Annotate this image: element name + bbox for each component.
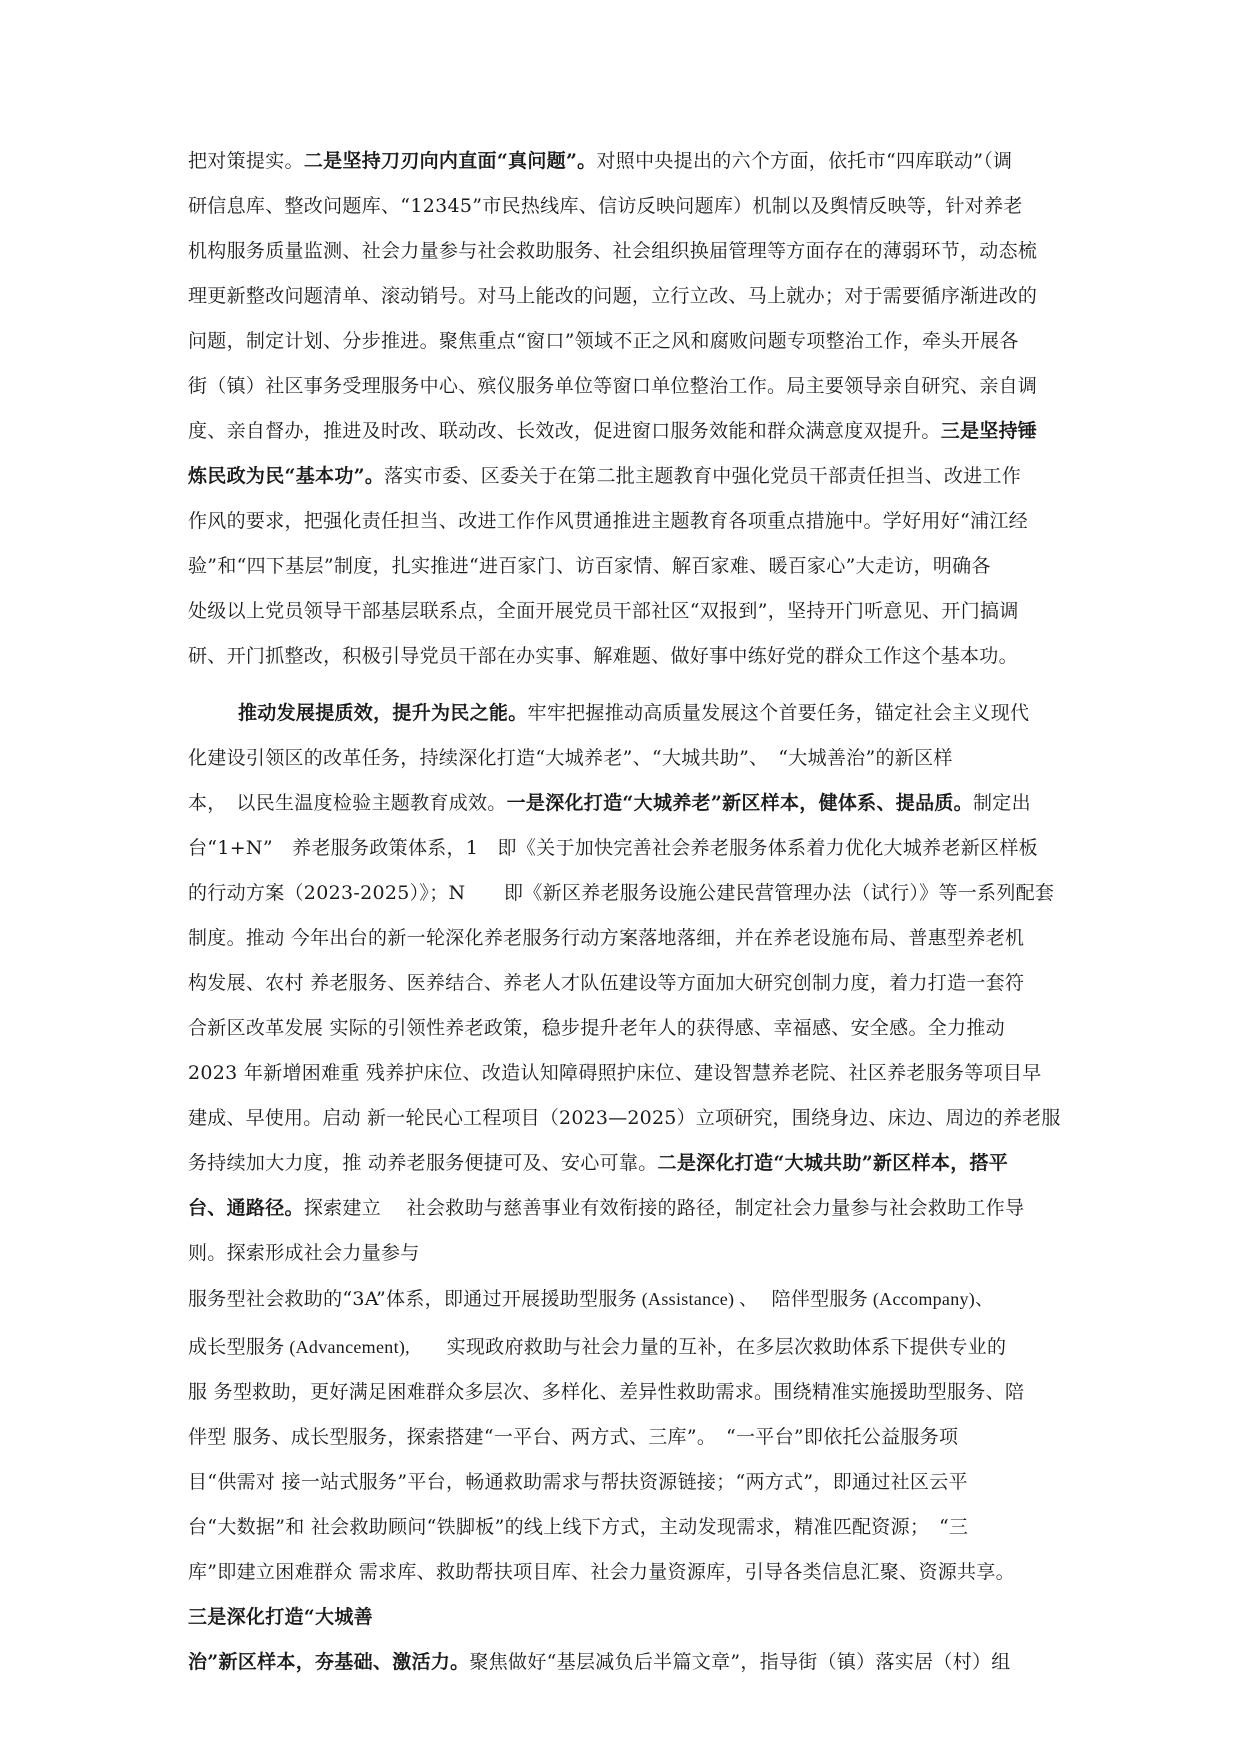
text-run: 落实市委、区委关于在第二批主题教育中强化党员干部责任担当、改进工作 <box>384 465 1022 487</box>
text-line <box>188 1515 968 1539</box>
text-line <box>188 1650 1011 1674</box>
text-run: 建成、早使用。启动 新一轮民心工程项目（2023—2025）立项研究，围绕身边、床边、周边的养老服 <box>188 1107 1061 1129</box>
text-run: 研、开门抓整改，积极引导党员干部在办实事、解难题、做好事中练好党的群众工作这个基本功。 <box>188 645 1018 667</box>
text-line <box>188 1287 993 1311</box>
text-run: 处级以上党员领导干部基层联系点，全面开展党员干部社区“双报到”，坚持开门听意见、开门搞调 <box>188 600 1019 622</box>
text-line <box>188 329 1019 353</box>
text-line <box>188 194 1023 218</box>
text-line <box>188 1380 1024 1404</box>
text-line <box>188 926 1024 950</box>
text-line <box>188 746 953 770</box>
text-line <box>188 1016 1005 1040</box>
text-run: 牢牢把握推动高质量发展这个首要任务，锚定社会主义现代 <box>527 702 1030 724</box>
text-run: 化建设引领区的改革任务，持续深化打造“大城养老”、“大城共助”、 “大城善治”的新区样 <box>188 747 953 769</box>
text-run: 台“1+N” 养老服务政策体系，1 即《关于加快完善社会养老服务体系着力优化大城养老新区样板 <box>188 837 1038 859</box>
text-run: 服 务型救助，更好满足困难群众多层次、多样化、差异性救助需求。围绕精准实施援助型服务、陪 <box>188 1381 1025 1403</box>
bold-text-run: 二是坚持刀刃向内直面“真问题”。 <box>303 150 597 172</box>
bold-text-run: 二是深化打造“大城共助”新区样本，搭平 <box>657 1152 1009 1174</box>
text-line <box>188 374 1037 398</box>
bold-text-run: 三是坚持锤 <box>940 420 1038 442</box>
text-run: 研信息库、整改问题库、“12345”市民热线库、信访反映问题库）机制以及舆情反映等，针对养老 <box>188 195 1023 217</box>
text-line <box>188 599 1019 623</box>
bold-text-run: 治”新区样本，夯基础、激活力。 <box>188 1651 470 1673</box>
text-line <box>188 791 1031 815</box>
text-run: 制定出 <box>972 792 1031 814</box>
text-line <box>188 1151 1008 1175</box>
text-line <box>238 701 1029 725</box>
bold-text-run: 一是深化打造“大城养老”新区样本，健体系、提品质。 <box>506 792 973 814</box>
text-line <box>188 1335 1006 1359</box>
bold-text-run: 三是深化打造“大城善 <box>188 1606 373 1628</box>
text-line <box>188 1241 420 1265</box>
text-line <box>188 1605 373 1629</box>
text-run: 把对策提实。 <box>188 150 304 172</box>
text-run: 聚焦做好“基层减负后半篇文章”，指导街（镇）落实居（村）组 <box>469 1651 1011 1673</box>
text-line <box>188 836 1038 860</box>
text-run: 机构服务质量监测、社会力量参与社会救助服务、社会组织换届管理等方面存在的薄弱环节，动态梳 <box>188 240 1038 262</box>
text-run: 理更新整改问题清单、滚动销号。对马上能改的问题，立行立改、马上就办；对于需要循序渐进改的 <box>188 285 1038 307</box>
text-line <box>188 644 1018 668</box>
text-run: 合新区改革发展 实际的引领性养老政策，稳步提升老年人的获得感、幸福感、安全感。全力推动 <box>188 1017 1005 1039</box>
text-run: 作风的要求，把强化责任担当、改进工作作风贯通推进主题教育各项重点措施中。学好用好“浦江经 <box>188 510 1028 532</box>
text-run: 对照中央提出的六个方面，依托市“四库联动”（调 <box>596 150 1013 172</box>
text-run: 台“大数据”和 社会救助顾问“铁脚板”的线上线下方式，主动发现需求，精准匹配资源； “三 <box>188 1516 969 1538</box>
bold-text-run: 炼民政为民“基本功”。 <box>188 465 385 487</box>
text-line <box>188 554 991 578</box>
text-line <box>188 1425 958 1449</box>
text-line <box>188 881 1054 905</box>
text-run: 验”和“四下基层”制度，扎实推进“进百家门、访百家情、解百家难、暖百家心”大走访，明确各 <box>188 555 991 577</box>
text-line <box>188 239 1037 263</box>
text-run: 构发展、农村 养老服务、医养结合、养老人才队伍建设等方面加大研究创制力度，着力打造一套符 <box>188 972 1025 994</box>
text-run: 本， 以民生温度检验主题教育成效。 <box>188 792 507 814</box>
bold-text-run: 推动发展提质效，提升为民之能。 <box>238 702 528 724</box>
text-line <box>188 1196 1024 1220</box>
text-run: 的行动方案（2023-2025）》；N 即《新区养老服务设施公建民营管理办法（试行）》等一系列配套 <box>188 882 1055 904</box>
text-line <box>188 509 1028 533</box>
text-run: (Accompany)、 <box>868 1289 994 1309</box>
text-line <box>188 1061 1042 1085</box>
bold-text-run: 台、通路径。 <box>188 1197 304 1219</box>
text-run: (Assistance) 、 <box>636 1289 772 1309</box>
text-run: (Advancement), <box>284 1337 447 1357</box>
text-run: 成长型服务 <box>188 1336 285 1358</box>
text-run: 陪伴型服务 <box>771 1288 869 1310</box>
text-run: 街（镇）社区事务受理服务中心、殡仪服务单位等窗口单位整治工作。局主要领导亲自研究、亲自调 <box>188 375 1038 397</box>
text-run: 度、亲自督办，推进及时改、联动改、长效改，促进窗口服务效能和群众满意度双提升。 <box>188 420 941 442</box>
text-run: 伴型 服务、成长型服务，探索搭建“一平台、两方式、三库”。 “一平台”即依托公益服务项 <box>188 1426 959 1448</box>
text-run: 务持续加大力度，推 动养老服务便捷可及、安心可靠。 <box>188 1152 658 1174</box>
text-line <box>188 1470 968 1494</box>
text-line <box>188 971 1024 995</box>
text-run: 实现政府救助与社会力量的互补，在多层次救助体系下提供专业的 <box>446 1336 1007 1358</box>
text-run: 库”即建立困难群众 需求库、救助帮扶项目库、社会力量资源库，引导各类信息汇聚、资源共享。 <box>188 1561 1015 1583</box>
text-line <box>188 419 1037 443</box>
text-line <box>188 1106 1061 1130</box>
text-run: 问题，制定计划、分步推进。聚焦重点“窗口”领域不正之风和腐败问题专项整治工作，牵头开展各 <box>188 330 1019 352</box>
text-line <box>188 284 1037 308</box>
text-line <box>188 1560 1015 1584</box>
text-run: 服务型社会救助的“3A”体系，即通过开展援助型服务 <box>188 1288 637 1310</box>
text-line <box>188 149 1012 173</box>
text-run: 2023 年新增困难重 残养护床位、改造认知障碍照护床位、建设智慧养老院、社区养老服务等项目早 <box>188 1062 1042 1084</box>
text-run: 探索建立 社会救助与慈善事业有效衔接的路径，制定社会力量参与社会救助工作导 <box>303 1197 1025 1219</box>
text-run: 制度。推动 今年出台的新一轮深化养老服务行动方案落地落细，并在养老设施布局、普惠型养老机 <box>188 927 1025 949</box>
text-line <box>188 464 1021 488</box>
text-run: 目“供需对 接一站式服务”平台，畅通救助需求与帮扶资源链接；“两方式”，即通过社区云平 <box>188 1471 968 1493</box>
text-run: 则。探索形成社会力量参与 <box>188 1242 420 1264</box>
